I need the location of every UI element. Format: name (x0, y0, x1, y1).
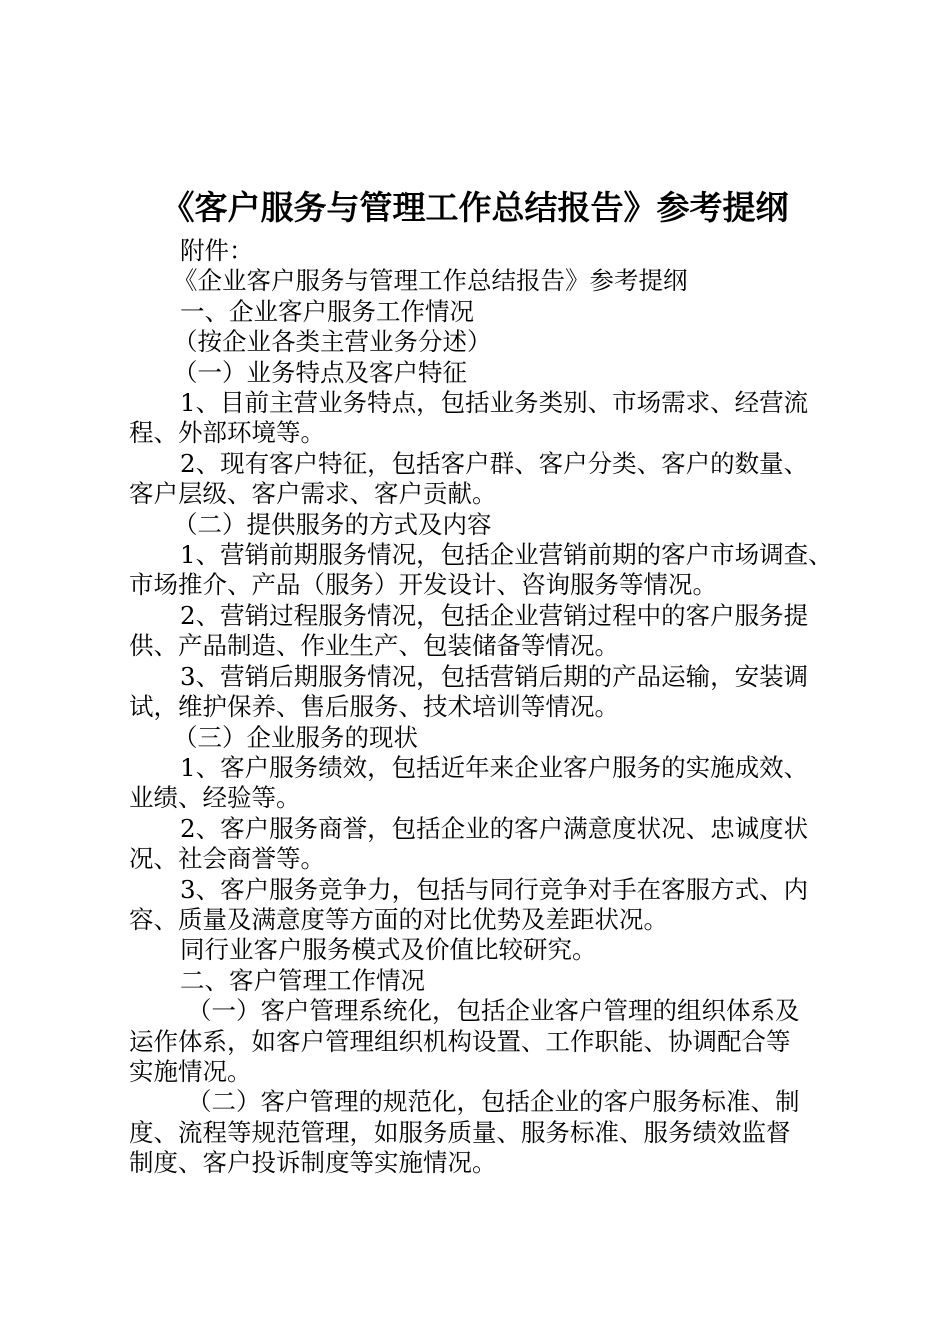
paragraph (129, 966, 829, 996)
paragraph-line: 容、质量及满意度等方面的对比优势及差距状况。 (129, 904, 668, 934)
paragraph-line: 《企业客户服务与管理工作总结报告》参考提纲 (173, 266, 688, 296)
paragraph-line: 实施情况。 (129, 1056, 252, 1086)
paragraph-line: （二）提供服务的方式及内容 (173, 509, 492, 539)
paragraph (129, 875, 829, 936)
paragraph (129, 996, 829, 1087)
paragraph-line: （一）业务特点及客户特征 (173, 357, 467, 387)
paragraph-line: 制度、客户投诉制度等实施情况。 (129, 1148, 497, 1178)
document-title: 《客户服务与管理工作总结报告》参考提纲 (161, 188, 789, 227)
paragraph (129, 753, 829, 814)
paragraph-line: 2、现有客户特征，包括客户群、客户分类、客户的数量、 (180, 448, 809, 478)
paragraph-line: 1、目前主营业务特点，包括业务类别、市场需求、经营流 (180, 388, 809, 418)
paragraph-line: 一、企业客户服务工作情况 (180, 296, 474, 326)
paragraph (129, 540, 833, 601)
paragraph-line: 度、流程等规范管理，如服务质量、服务标准、服务绩效监督 (129, 1117, 791, 1147)
paragraph (129, 266, 829, 296)
paragraph (129, 662, 829, 723)
paragraph (129, 327, 829, 357)
paragraph-line: 二、客户管理工作情况 (180, 965, 425, 995)
paragraph (129, 814, 829, 875)
paragraph (129, 297, 829, 327)
paragraph (129, 449, 829, 510)
paragraph-line: 市场推介、产品（服务）开发设计、咨询服务等情况。 (129, 570, 717, 600)
paragraph-line: 同行业客户服务模式及价值比较研究。 (180, 935, 597, 965)
paragraph-line: 供、产品制造、作业生产、包装储备等情况。 (129, 631, 619, 661)
paragraph-line: （按企业各类主营业务分述） (173, 327, 492, 357)
paragraph (129, 723, 829, 753)
paragraph-line: 2、营销过程服务情况，包括企业营销过程中的客户服务提 (180, 600, 809, 630)
paragraph (129, 358, 829, 388)
paragraph (129, 510, 829, 540)
paragraph-line: 3、营销后期服务情况，包括营销后期的产品运输，安装调 (180, 661, 809, 691)
paragraph-line: 3、客户服务竞争力，包括与同行竞争对手在客服方式、内 (180, 874, 809, 904)
paragraph (129, 935, 829, 965)
paragraph-line: 2、客户服务商誉，包括企业的客户满意度状况、忠诚度状 (180, 813, 809, 843)
paragraph-line: （一）客户管理系统化，包括企业客户管理的组织体系及 (187, 996, 800, 1026)
paragraph-line: 附件： (180, 236, 254, 265)
paragraph-line: 1、客户服务绩效，包括近年来企业客户服务的实施成效、 (180, 752, 809, 782)
paragraph-line: 程、外部环境等。 (129, 418, 325, 448)
paragraph-line: （三）企业服务的现状 (173, 722, 418, 752)
paragraph-line: 运作体系，如客户管理组织机构设置、工作职能、协调配合等 (129, 1026, 791, 1056)
paragraph-line: （二）客户管理的规范化，包括企业的客户服务标准、制 (187, 1087, 800, 1117)
paragraph-line: 客户层级、客户需求、客户贡献。 (129, 479, 497, 509)
paragraph-line: 试，维护保养、售后服务、技术培训等情况。 (129, 692, 619, 722)
paragraph-line: 1、营销前期服务情况，包括企业营销前期的客户市场调查、 (180, 540, 833, 570)
paragraph (129, 601, 829, 662)
paragraph (129, 388, 829, 449)
paragraph (129, 236, 829, 266)
paragraph (129, 1087, 829, 1178)
paragraph-line: 业绩、经验等。 (129, 783, 301, 813)
document-body (129, 236, 833, 1179)
paragraph-line: 况、社会商誉等。 (129, 844, 325, 874)
